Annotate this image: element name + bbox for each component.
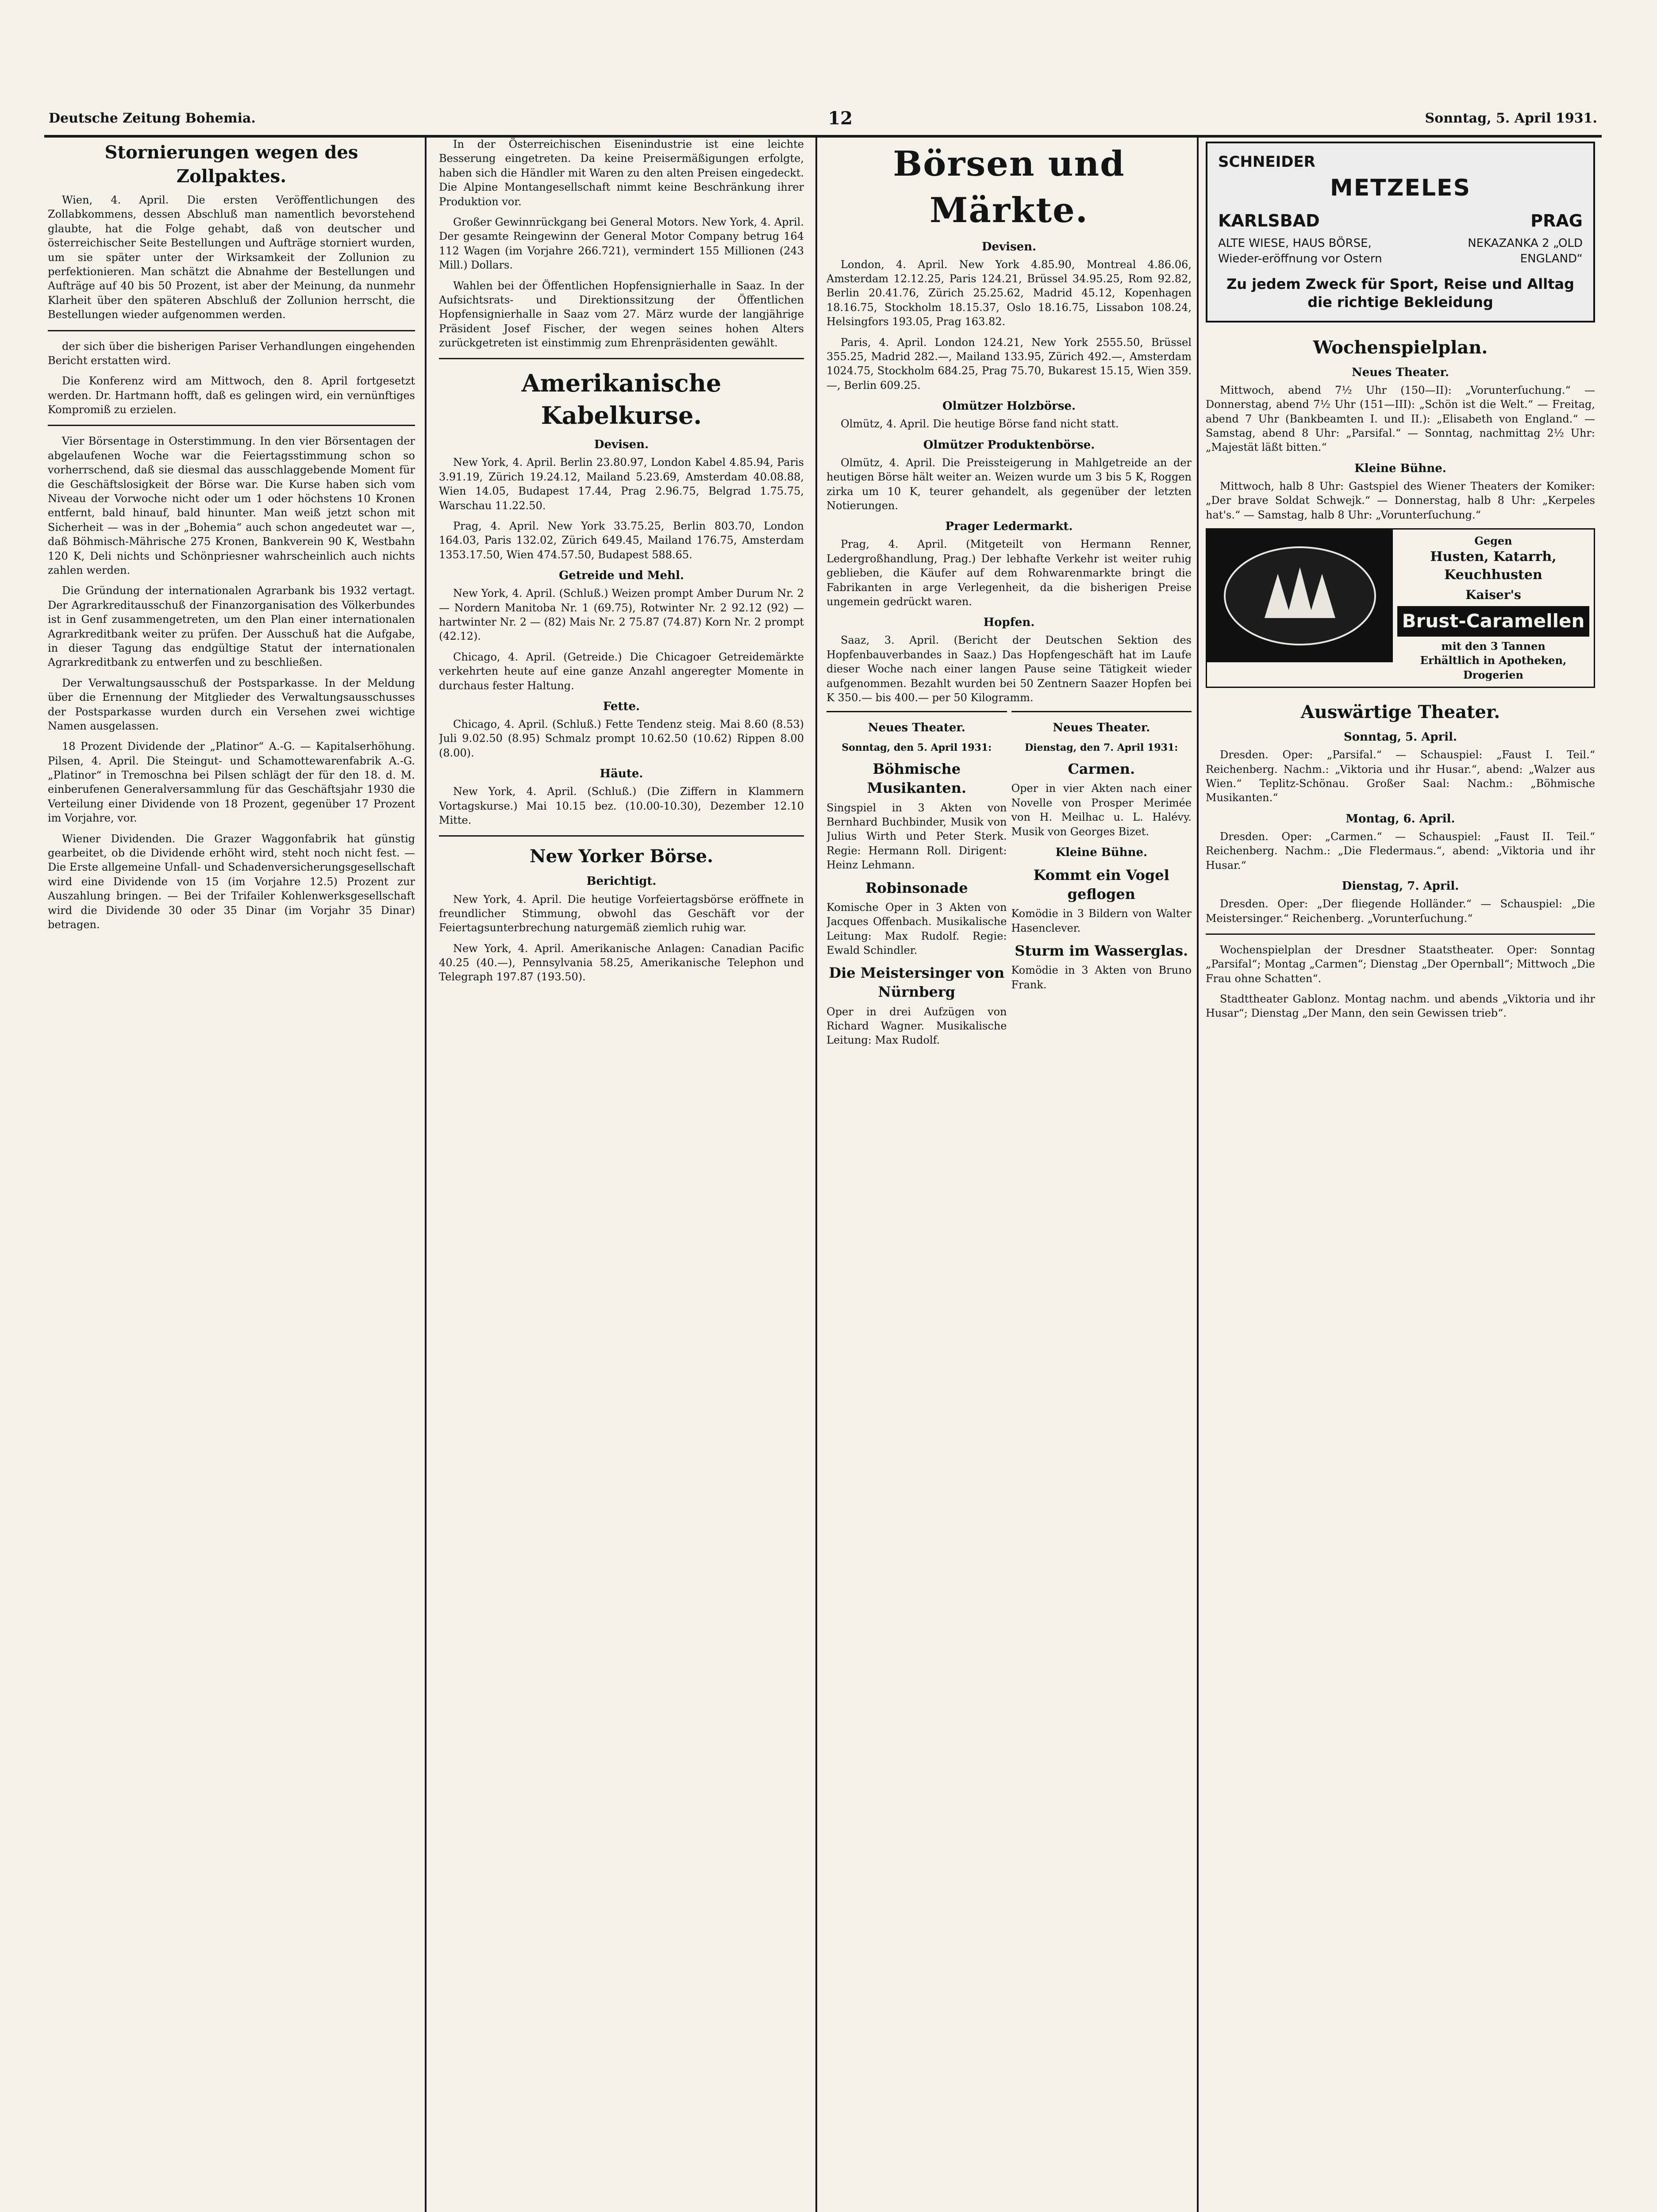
- program-listing: Stadttheater Gablonz. Montag nachm. und abends „Viktoria und ihr Husar“; Dienstag „Der Mann, den sein Gewissen trieb“.: [1206, 993, 1595, 1020]
- article-paragraph: Wien, 4. April. Die ersten Veröffentlichungen des Zollabkommens, dessen Abschluß man namentlich bevorstehend glaubte, hat die Folge gehabt, daß von deutscher und österreichischer Seite Bestellungen und Aufträge storniert wurden, um sie später unter der Wirksamkeit der Zollunion zu perfektionieren. Man schätzt die Abnahme der Bestellungen und Aufträge auf 40 bis 50 Prozent, ist aber der Meinung, da nunmehr Klarheit über den späteren Abschluß der Zollunion herrscht, die Bestellungen wieder aufgenommen werden.: [48, 194, 415, 321]
- program-listing: Dresden. Oper: „Parsifal.“ — Schauspiel: „Faust I. Teil.“ Reichenberg. Nachm.: „Viktoria und ihr Husar.“, abend: „Walzer aus Wien.“ Teplitz-Schönau. Großer Saal: Nachm.: „Böhmische Musikanten.“: [1206, 749, 1595, 804]
- play-title: Kommt ein Vogel geflogen: [1033, 867, 1169, 903]
- play-title: Robinsonade: [865, 879, 968, 896]
- subheading: Fette.: [603, 699, 640, 713]
- subheading: Neues Theater.: [1352, 365, 1449, 379]
- ad-line: mit den 3 Tannen: [1441, 639, 1546, 653]
- market-report: Chicago, 4. April. (Getreide.) Die Chicagoer Getreidemärkte verkehrten heute auf eine ganze Anzahl angeregter Momente in durchaus fester Haltung.: [439, 650, 804, 692]
- column-rule: [815, 137, 817, 2212]
- theater-listing: [1011, 711, 1192, 1053]
- article-paragraph: Vier Börsentage in Osterstimmung. In den vier Börsentagen der abgelaufenen Woche war die Feiertagsstimmung schon so vorherrschend, daß sie diesmal das ausschlaggebende Moment für die Geschäftslosigkeit der Börse war. Die Kurse haben sich vom Niveau der Vorwoche nicht oder um 1 oder höchstens 10 Kronen entfernt, bald hinauf, bald hinunter. Man weiß jetzt schon mit Sicherheit — was in der „Bohemia“ auch schon angedeutet war —, daß Böhmisch-Mährische 275 Kronen, Bankverein 90 K, Westbahn 120 K, Deli nichts und Schönpriesner wahrscheinlich auch nichts zahlen werden.: [48, 435, 415, 576]
- play-credits: Oper in drei Aufzügen von Richard Wagner. Musikalische Leitung: Max Rudolf.: [827, 1005, 1007, 1047]
- ad-line: Husten, Katarrh, Keuchhusten: [1430, 549, 1557, 583]
- subheading: Sonntag, 5. April.: [1343, 730, 1457, 744]
- subheading: Dienstag, 7. April.: [1342, 879, 1459, 893]
- divider: [48, 425, 415, 426]
- ad-image: [1207, 530, 1393, 662]
- article-paragraph: Die Gründung der internationalen Agrarbank bis 1932 vertagt. Der Agrarkreditausschuß der Finanzorganisation des Völkerbundes ist in Genf zusammengetreten, um den Plan einer internationalen Agrarkreditbank weiter zu prüfen. Der Ausschuß hat die Aufgabe, in dieser Tagung das endgültige Statut der internationalen Agrarkreditbank zu entwerfen und zu beschließen.: [48, 584, 415, 669]
- market-report: Prag, 4. April. New York 33.75.25, Berlin 803.70, London 164.03, Paris 132.02, Zürich 649.45, Mailand 176.75, Amsterdam 1353.17.50, Wien 474.57.50, Budapest 588.65.: [439, 519, 804, 561]
- market-report: New York, 4. April. Die heutige Vorfeiertagsbörse eröffnete in freundlicher Stimmung, obwohl das Geschäft vor der Feiertagsunterbrechung naturgemäß ziemlich ruhig war.: [439, 893, 804, 934]
- ad-line: Erhältlich in Apotheken, Drogerien: [1420, 654, 1567, 681]
- market-report: Saaz, 3. April. (Bericht der Deutschen Sektion des Hopfenbauverbandes in Saaz.) Das Hopfengeschäft hat im Laufe dieser Woche nach einer langen Pause seine Tätigkeit wieder aufgenommen. Bezahlt wurden bei 50 Zentnern Saazer Hopfen bei K 350.— bis 400.— per 50 Kilogramm.: [827, 634, 1192, 704]
- theater-listings: [827, 711, 1192, 1053]
- header-page-number: 12: [828, 108, 853, 129]
- play-credits: Oper in vier Akten nach einer Novelle von Prosper Merimée von H. Meilhac u. L. Halévy. Musik von Georges Bizet.: [1011, 782, 1192, 838]
- ad-address: ALTE WIESE, HAUS BÖRSE, Wieder-eröffnung vor Ostern: [1218, 237, 1382, 266]
- subheading: Olmützer Produktenbörse.: [923, 438, 1095, 452]
- tannen-tree-icon: [1220, 543, 1380, 649]
- subheading: Hopfen.: [983, 616, 1035, 630]
- program-listing: Wochenspielplan der Dresdner Staatstheater. Oper: Sonntag „Parsifal“; Montag „Carmen“; Dienstag „Der Opernball“; Mittwoch „Die Frau ohne Schatten“.: [1206, 943, 1595, 985]
- market-report: Olmütz, 4. April. Die heutige Börse fand nicht statt.: [841, 418, 1119, 430]
- subheading: Prager Ledermarkt.: [945, 520, 1073, 534]
- divider: [1206, 933, 1595, 935]
- market-report: Chicago, 4. April. (Schluß.) Fette Tendenz steig. Mai 8.60 (8.53) Juli 9.02.50 (8.95) Schmalz prompt 10.62.50 (10.62) Rippen 8.00 (8.00).: [439, 718, 804, 759]
- subheading: Häute.: [600, 767, 643, 781]
- advertisement-metzeles: [1206, 142, 1595, 323]
- theater-listing: [827, 711, 1007, 1053]
- column-2: [439, 137, 804, 2212]
- advertisement-caramels: [1206, 528, 1595, 688]
- ad-addresses: [1218, 236, 1583, 267]
- subheading: Olmützer Holzbörse.: [942, 399, 1076, 413]
- theater-title: Neues Theater.: [868, 721, 965, 735]
- play-credits: Komische Oper in 3 Akten von Jacques Offenbach. Musikalische Leitung: Max Rudolf. Regie: Ewald Schindler.: [827, 901, 1007, 956]
- running-header: [49, 103, 1597, 134]
- ad-brand: Brust-Caramellen: [1397, 606, 1589, 637]
- ad-address: NEKAZANKA 2 „OLD ENGLAND“: [1468, 237, 1583, 266]
- ad-city: PRAG: [1530, 211, 1583, 231]
- program-listing: Dresden. Oper: „Carmen.“ — Schauspiel: „Faust II. Teil.“ Reichenberg. Nachm.: „Die Fledermaus.“, abend: „Viktoria und ihr Husar.“: [1206, 830, 1595, 872]
- ad-line: Gegen: [1474, 534, 1512, 548]
- section-headline: Wochenspielplan.: [1313, 337, 1488, 358]
- market-report: Paris, 4. April. London 124.21, New York 2555.50, Brüssel 355.25, Madrid 282.—, Mailand 133.95, Zürich 492.—, Amsterdam 1024.75, Stockholm 684.25, Prag 75.70, Bukarest 15.15, Wien 359.—, Berlin 609.25.: [827, 336, 1192, 392]
- play-credits: Komödie in 3 Akten von Bruno Frank.: [1011, 964, 1192, 991]
- column-rule: [425, 137, 427, 2212]
- article-headline: Stornierungen wegen des Zollpaktes.: [104, 142, 358, 187]
- ad-city: KARLSBAD: [1218, 211, 1320, 231]
- article-paragraph: Wahlen bei der Öffentlichen Hopfensignierhalle in Saaz. In der Aufsichtsrats- und Direktionssitzung der Öffentlichen Hopfensignierhalle in Saaz vom 27. März wurde der langjährige Präsident Josef Fischer, der wegen seines hohen Alters zurückgetreten ist einstimmig zum Ehrenpräsidenten gewählt.: [439, 279, 804, 349]
- market-report: New York, 4. April. Berlin 23.80.97, London Kabel 4.85.94, Paris 3.91.19, Zürich 19.24.12, Mailand 5.23.69, Amsterdam 40.08.88, Wien 14.05, Budapest 17.44, Prag 2.96.75, Belgrad 1.75.75, Warschau 11.22.50.: [439, 456, 804, 512]
- play-title: Carmen.: [1068, 760, 1135, 778]
- article-paragraph: der sich über die bisherigen Pariser Verhandlungen eingehenden Bericht erstatten wird.: [48, 340, 415, 367]
- market-report: Prag, 4. April. (Mitgeteilt von Hermann Renner, Ledergroßhandlung, Prag.) Der lebhafte Verkehr ist weiter ruhig geblieben, die Käufer auf dem Rohwarenmarkte bringt die Fabrikanten in arge Verlegenheit, da die bisherigen Preise ungemein gedrückt waren.: [827, 538, 1192, 608]
- divider: [439, 835, 804, 837]
- play-title: Sturm im Wasserglas.: [1015, 942, 1188, 960]
- ad-brand-prefix: SCHNEIDER: [1218, 153, 1315, 171]
- subheading: Devisen.: [981, 240, 1037, 253]
- ad-cities: [1218, 210, 1583, 232]
- ad-brand: METZELES: [1330, 174, 1471, 201]
- subheading: Berichtigt.: [586, 875, 657, 888]
- article-paragraph: Wiener Dividenden. Die Grazer Waggonfabrik hat günstig gearbeitet, ob die Dividende erhöht wird, steht noch nicht fest. — Die Erste allgemeine Unfall- und Schadenversicherungsgesellschaft wird eine Dividende von 15 (im Vorjahre 12.5) Prozent zur Auszahlung bringen. — Bei der Trifailer Kohlenwerksgesellschaft wird die Dividende 30 oder 35 Dinar (im Vorjahr 35 Dinar) betragen.: [48, 832, 415, 931]
- article-paragraph: Die Konferenz wird am Mittwoch, den 8. April fortgesetzt werden. Dr. Hartmann hofft, daß es gelingen wird, ein vernünftiges Kompromiß zu erzielen.: [48, 375, 415, 416]
- section-headline: New Yorker Börse.: [530, 846, 713, 867]
- program-listing: Mittwoch, abend 7½ Uhr (150—II): „Vorunterſuchung.“ — Donnerstag, abend 7½ Uhr (151—III): „Schön ist die Welt.“ — Freitag, abend 7 Uhr (Bankbeamten I. und II.): „Elisabeth von England.“ — Samstag, abend 8 Uhr: „Parsifal.“ — Sonntag, nachmittag 2½ Uhr: „Majestät läßt bitten.“: [1206, 384, 1595, 454]
- article-paragraph: Der Verwaltungsausschuß der Postsparkasse. In der Meldung über die Ernennung der Mitglieder des Verwaltungsausschusses der Postsparkasse wurden durch ein Versehen zwei wichtige Namen ausgelassen.: [48, 676, 415, 732]
- theater-title: Neues Theater.: [1053, 721, 1150, 735]
- article-paragraph: Großer Gewinnrückgang bei General Motors. New York, 4. April. Der gesamte Reingewinn der General Motor Company betrug 164 112 Wagen (im Vorjahre 266.721), vermindert 155 Millionen (243 Mill.) Dollars.: [439, 215, 804, 272]
- market-report: Olmütz, 4. April. Die Preissteigerung in Mahlgetreide an der heutigen Börse hält weiter an. Weizen wurde um 3 bis 5 K, Roggen zirka um 10 K, teurer gehandelt, als gegenüber der letzten Notierungen.: [827, 456, 1192, 512]
- ad-text: [1393, 530, 1594, 687]
- market-report: New York, 4. April. (Schluß.) Weizen prompt Amber Durum Nr. 2 — Nordern Manitoba Nr. 1 (69.75), Rotwinter Nr. 2 92.12 (92) — hartwinter Nr. 2 — (82) Mais Nr. 2 75.87 (74.87) Korn Nr. 2 prompt (42.12).: [439, 587, 804, 643]
- header-paper-name: Deutsche Zeitung Bohemia.: [49, 110, 256, 126]
- column-rule: [1197, 137, 1199, 2212]
- ad-slogan: Zu jedem Zweck für Sport, Reise und Alltag die richtige Bekleidung: [1226, 275, 1574, 311]
- ad-brand-prefix: Kaiser's: [1465, 588, 1521, 603]
- program-listing: Dresden. Oper: „Der fliegende Holländer.“ — Schauspiel: „Die Meistersinger.“ Reichenberg. „Vorunterſuchung.“: [1206, 898, 1595, 925]
- subheading: Devisen.: [594, 438, 649, 452]
- subheading: Montag, 6. April.: [1346, 812, 1455, 826]
- play-title: Böhmische Musikanten.: [867, 760, 967, 797]
- theater-date: Sonntag, den 5. April 1931:: [842, 741, 992, 753]
- program-listing: Mittwoch, halb 8 Uhr: Gastspiel des Wiener Theaters der Komiker: „Der brave Soldat Schwejk.“ — Donnerstag, halb 8 Uhr: „Kerpeles hat's.“ — Samstag, halb 8 Uhr: „Vorunterſuchung.“: [1206, 480, 1595, 521]
- article-paragraph: In der Österreichischen Eisenindustrie ist eine leichte Besserung eingetreten. Da keine Preisermäßigungen erfolgte, haben sich die Händler mit Waren zu den alten Preisen eingedeckt. Die Alpine Montangesellschaft nimmt keine Beschränkung ihrer Produktion vor.: [439, 138, 804, 208]
- section-headline: Auswärtige Theater.: [1300, 702, 1500, 723]
- market-report: London, 4. April. New York 4.85.90, Montreal 4.86.06, Amsterdam 12.12.25, Paris 124.21, Brüssel 34.95.25, Rom 92.82, Berlin 20.41.76, Zürich 25.25.62, Madrid 45.12, Kopenhagen 18.16.75, Stockholm 18.15.37, Oslo 18.16.75, Lissabon 108.24, Helsingfors 193.05, Prag 163.82.: [827, 258, 1192, 328]
- play-credits: Komödie in 3 Bildern von Walter Hasenclever.: [1011, 907, 1192, 934]
- market-report: New York, 4. April. (Schluß.) (Die Ziffern in Klammern Vortagskurse.) Mai 10.15 bez. (10.00-10.30), Dezember 12.10 Mitte.: [439, 785, 804, 827]
- article-paragraph: 18 Prozent Dividende der „Platinor“ A.-G. — Kapitalserhöhung. Pilsen, 4. April. Die Steingut- und Schamottewarenfabrik A.-G. „Platinor“ in Tremoschna bei Pilsen schlägt der für den 18. d. M. einberufenen Generalversammlung für das Geschäftsjahr 1930 die Verteilung einer Dividende von 18 Prozent, gegenüber 17 Prozent im Vorjahre, vor.: [48, 740, 415, 825]
- subheading: Kleine Bühne.: [1354, 461, 1446, 475]
- play-credits: Singspiel in 3 Akten von Bernhard Buchbinder, Musik von Julius Wirth und Peter Sterk. Regie: Hermann Roll. Dirigent: Heinz Lehmann.: [827, 801, 1007, 872]
- section-headline: Amerikanische Kabelkurse.: [521, 369, 722, 430]
- column-3: [827, 137, 1192, 2212]
- subheading: Getreide und Mehl.: [559, 569, 684, 583]
- section-headline: Börsen und Märkte.: [893, 144, 1125, 231]
- header-date: Sonntag, 5. April 1931.: [1425, 110, 1597, 126]
- column-4: [1206, 137, 1595, 2212]
- theater-date: Dienstag, den 7. April 1931:: [1025, 741, 1178, 753]
- divider: [439, 358, 804, 359]
- divider: [48, 330, 415, 331]
- theater-title: Kleine Bühne.: [1055, 845, 1148, 859]
- column-1: [48, 137, 415, 2212]
- play-title: Die Meistersinger von Nürnberg: [829, 964, 1005, 1001]
- market-report: New York, 4. April. Amerikanische Anlagen: Canadian Pacific 40.25 (40.—), Pennsylvania 58.25, Amerikanische Telephon und Telegraph 197.87 (193.50).: [439, 942, 804, 983]
